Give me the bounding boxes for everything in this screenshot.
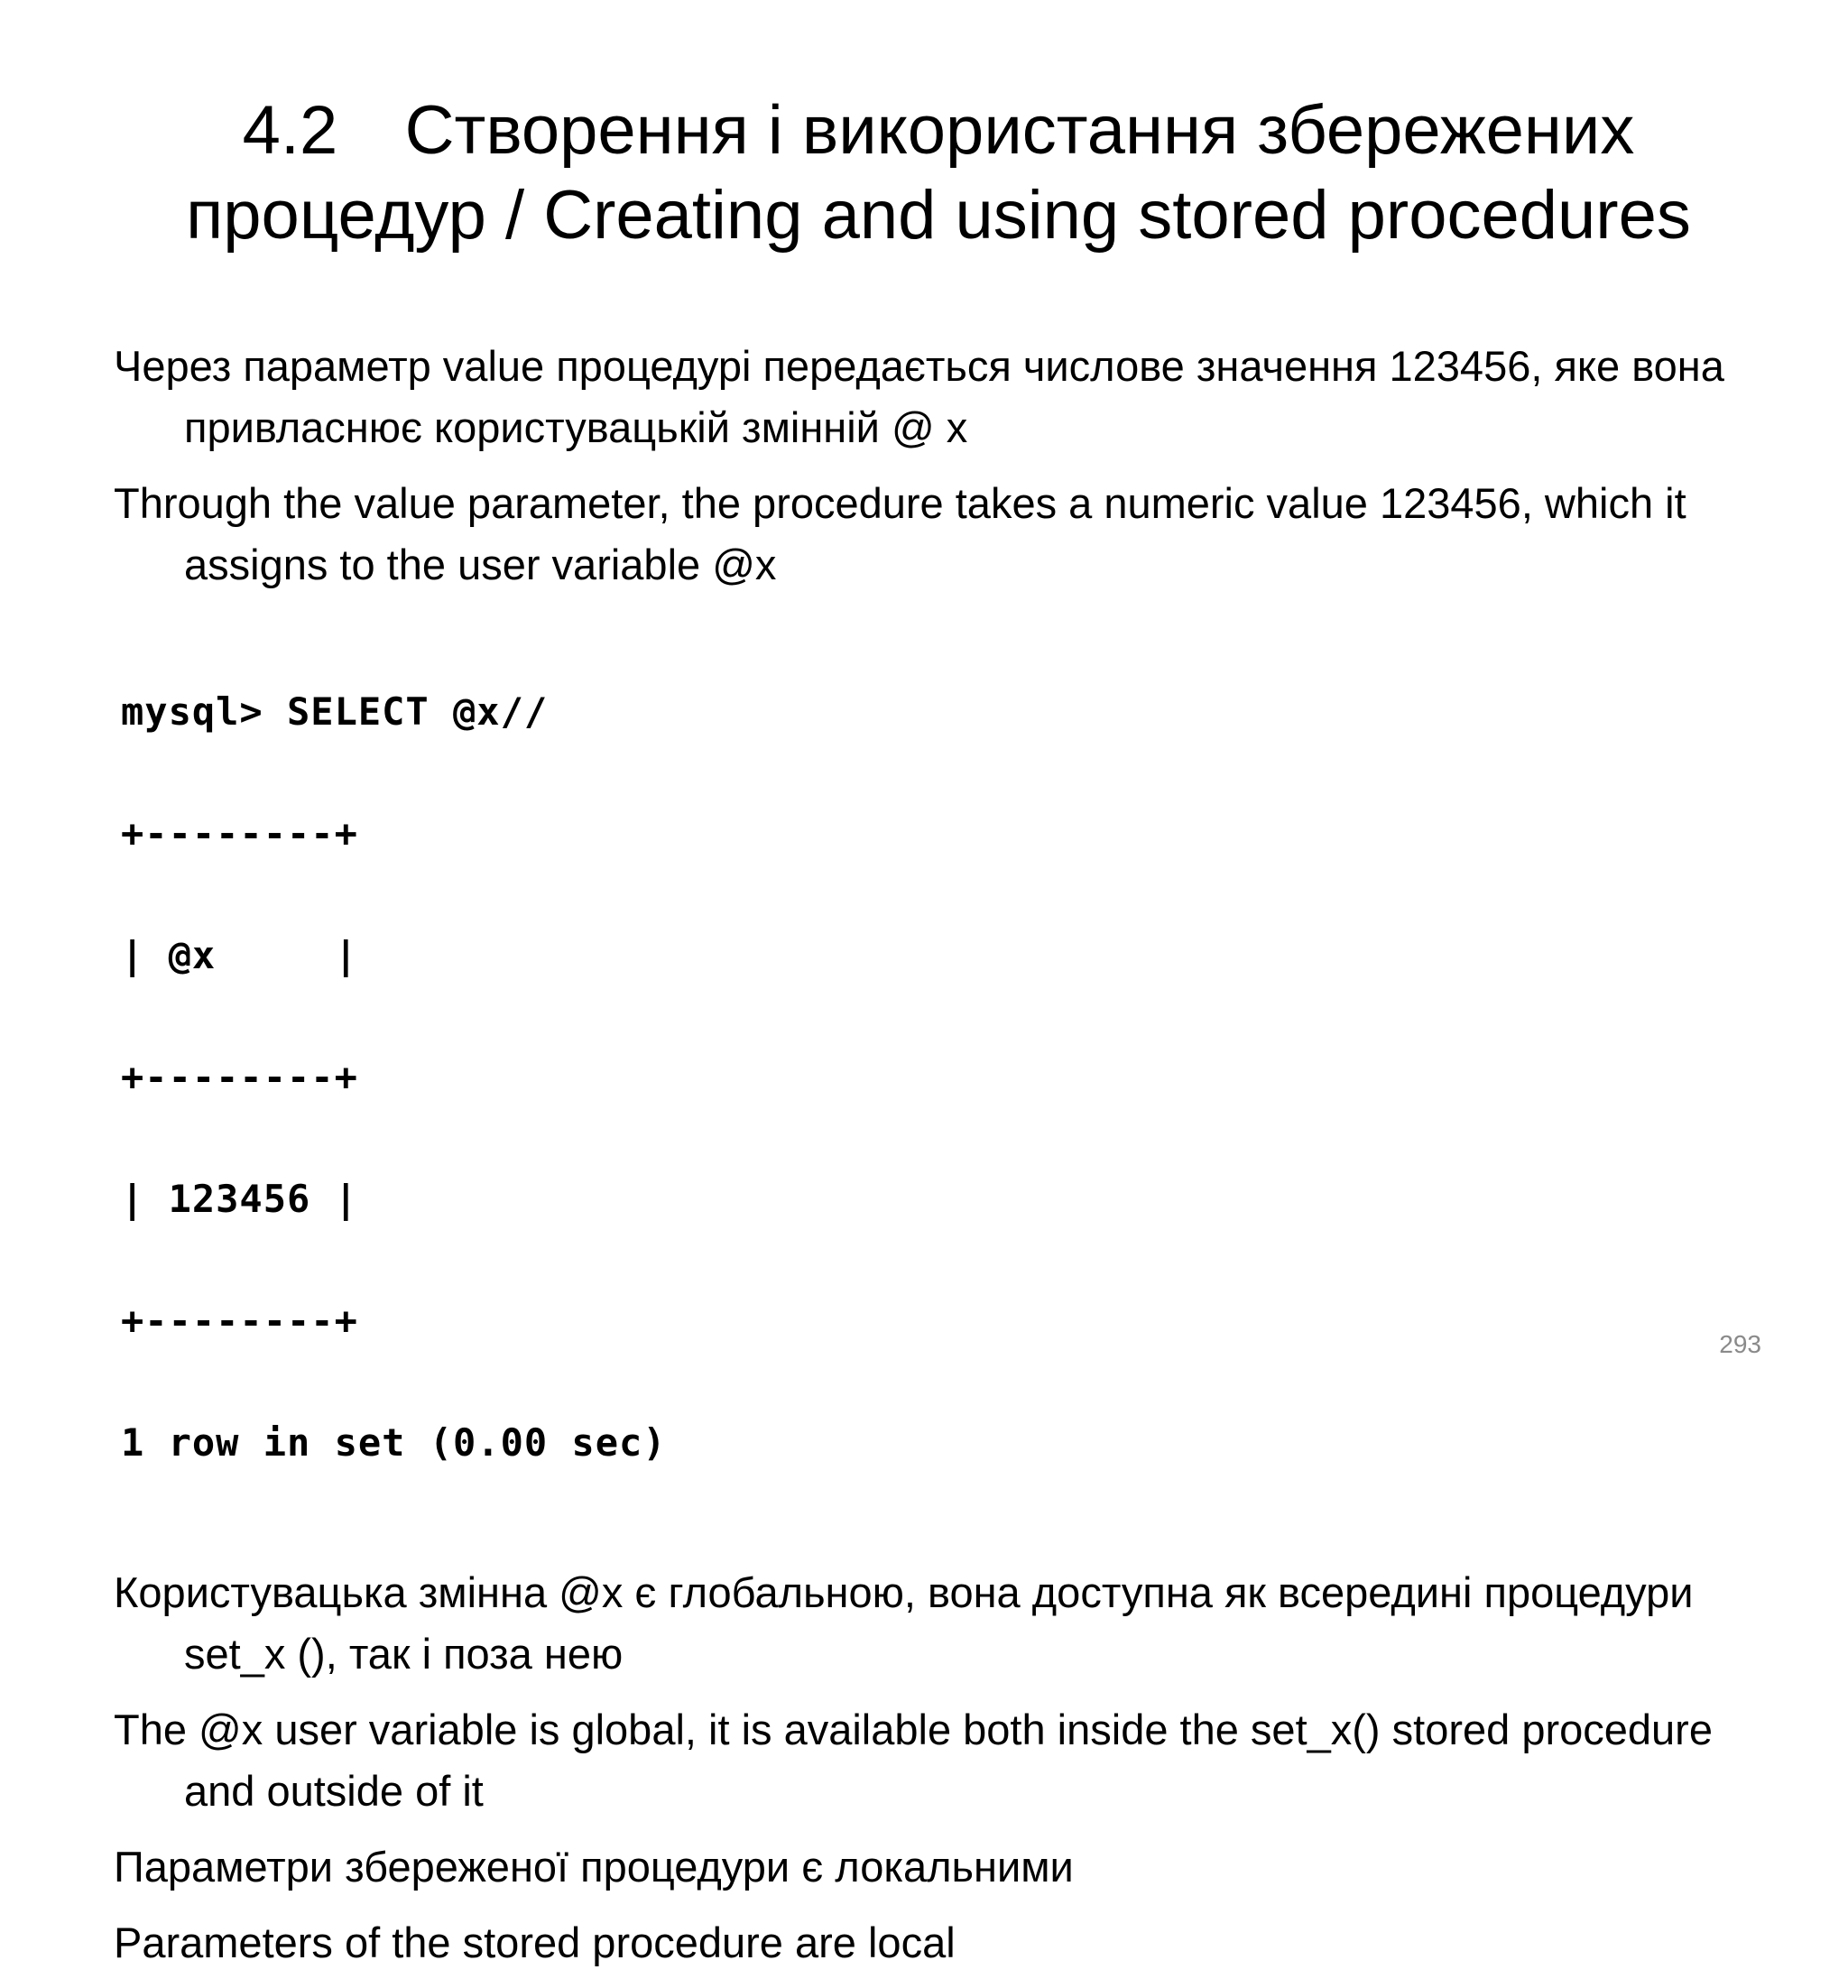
paragraph-uk-global: Користувацька змінна @x є глобальною, вона доступна як всередині процедури set_x (), так і поза нею [114,1568,1694,1678]
console-line: 1 row in set (0.00 sec) [121,1420,667,1465]
console-line: +--------+ [121,811,358,855]
paragraph-en-param: Through the value parameter, the procedure takes a numeric value 123456, which it assigns to the user variable @x [114,479,1686,588]
console-line: +--------+ [121,1055,358,1099]
console-line: | 123456 | [121,1177,358,1221]
paragraph-uk-param: Через параметр value процедурі передається числове значення 123456, яке вона привласнює користувацькій змінній @ x [114,342,1724,451]
paragraph-uk-local: Параметри збереженої процедури є локальними [114,1843,1074,1891]
slide-title [162,88,1714,258]
paragraph-en-global: The @x user variable is global, it is available both inside the set_x() stored procedure and outside of it [114,1706,1713,1815]
console-line: mysql> SELECT @x// [121,689,549,734]
page-number: 293 [1719,1330,1761,1358]
console-line: +--------+ [121,1299,358,1343]
slide-body [114,336,1774,1988]
title-line-1 [162,88,1714,173]
title-number: 4.2 [242,92,338,169]
paragraph-en-local: Parameters of the stored procedure are local [114,1919,956,1966]
console-line: | @x | [121,933,358,977]
mysql-console-output [121,610,1774,1544]
title-text-1: Створення і використання збережених [404,92,1635,169]
title-line-2: процедур / Creating and using stored procedures [186,177,1691,254]
